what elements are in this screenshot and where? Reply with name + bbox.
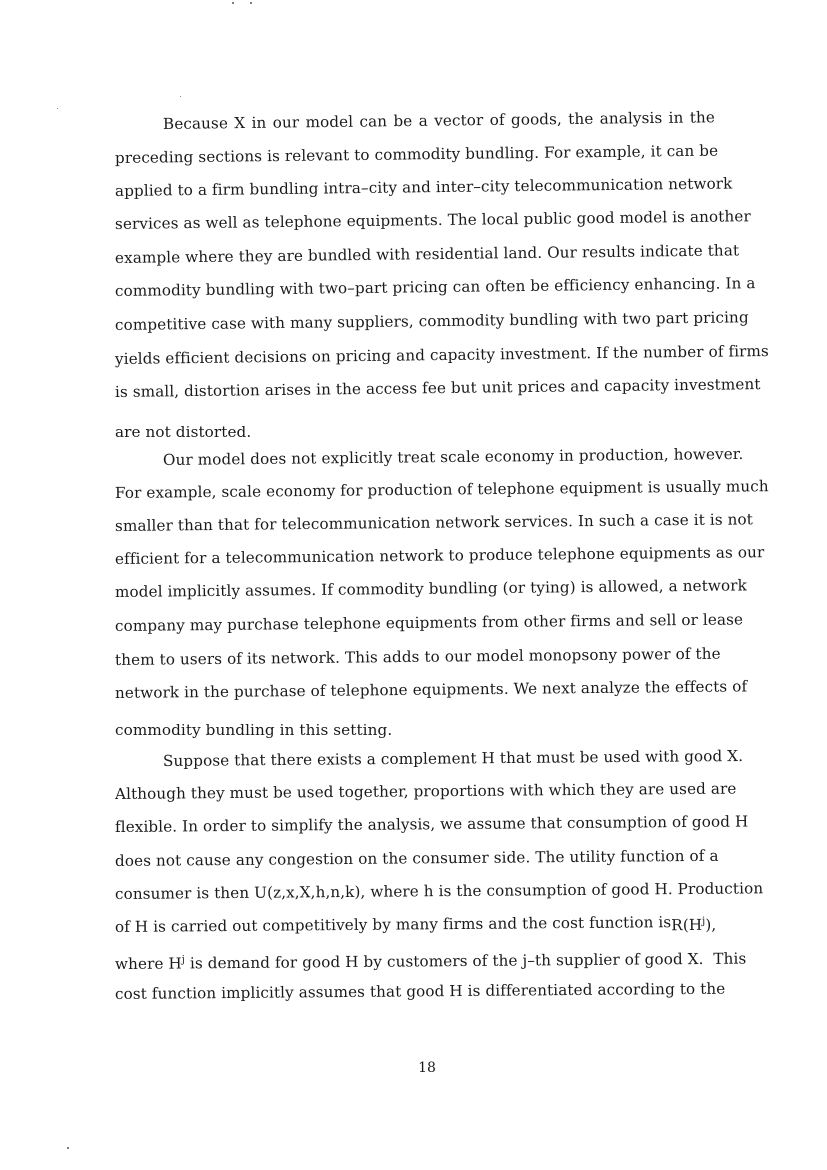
text-segment: of H is carried out competitively by many firms and the cost function is: [114, 913, 672, 936]
text-line: does not cause any congestion on the consumer side. The utility function of a: [114, 846, 719, 870]
text-line: efficient for a telecommunication network to produce telephone equipments as our: [114, 543, 765, 568]
text-line: commodity bundling with two–part pricing can often be efficiency enhancing. In a: [114, 274, 756, 300]
text-line: cost function implicitly assumes that good H is differentiated according to the: [114, 979, 726, 1003]
text-line: model implicitly assumes. If commodity bundling (or tying) is allowed, a network: [114, 576, 747, 601]
text-line: is small, distortion arises in the access fee but unit prices and capacity investment: [114, 375, 761, 401]
text-line: smaller than that for telecommunication network services. In such a case it is not: [114, 510, 754, 535]
text-line: commodity bundling in this setting.: [115, 721, 393, 739]
text-line: yields efficient decisions on pricing and capacity investment. If the number of firms: [114, 342, 769, 368]
text-line: them to users of its network. This adds to our model monopsony power of the: [114, 644, 721, 669]
text-line: flexible. In order to simplify the analysis, we assume that consumption of good H: [114, 812, 749, 836]
math-expression: [671, 912, 716, 935]
scan-speck: [57, 108, 58, 109]
text-line: services as well as telephone equipments. The local public good model is another: [114, 207, 751, 233]
text-line: preceding sections is relevant to commodity bundling. For example, it can be: [114, 141, 719, 167]
text-line: For example, scale economy for production of telephone equipment is usually much: [114, 477, 769, 502]
page-number: 18: [418, 1060, 436, 1076]
text-line: [114, 946, 747, 974]
text-segment: is demand for good H by customers of the j–th supplier of good X. This: [184, 949, 747, 973]
text-line: Our model does not explicitly treat scale economy in production, however.: [162, 444, 744, 469]
text-line: example where they are bundled with residential land. Our results indicate that: [114, 241, 740, 267]
text-line: competitive case with many suppliers, commodity bundling with two part pricing: [114, 308, 749, 334]
math-superscript: j: [181, 954, 186, 966]
scan-speck: [232, 2, 234, 4]
text-line: [115, 912, 715, 940]
text-line: are not distorted.: [115, 423, 252, 441]
text-line: company may purchase telephone equipments from other firms and sell or lease: [114, 610, 744, 635]
text-segment: where H: [114, 954, 182, 974]
math-superscript: j: [702, 915, 706, 927]
text-line: Suppose that there exists a complement H that must be used with good X.: [162, 746, 744, 770]
math-close: ),: [705, 915, 717, 934]
scan-speck: [67, 1147, 69, 1149]
scan-speck: [250, 2, 252, 4]
text-line: network in the purchase of telephone equipments. We next analyze the effects of: [114, 677, 748, 702]
scan-speck: [180, 96, 181, 97]
text-line: Because X in our model can be a vector of goods, the analysis in the: [162, 108, 716, 133]
text-line: Although they must be used together, proportions with which they are used are: [114, 779, 737, 803]
text-line: applied to a firm bundling intra–city and inter–city telecommunication network: [114, 174, 733, 200]
math-func: R(H: [671, 915, 703, 935]
text-line: consumer is then U(z,x,X,h,n,k), where h is the consumption of good H. Production: [114, 879, 764, 903]
